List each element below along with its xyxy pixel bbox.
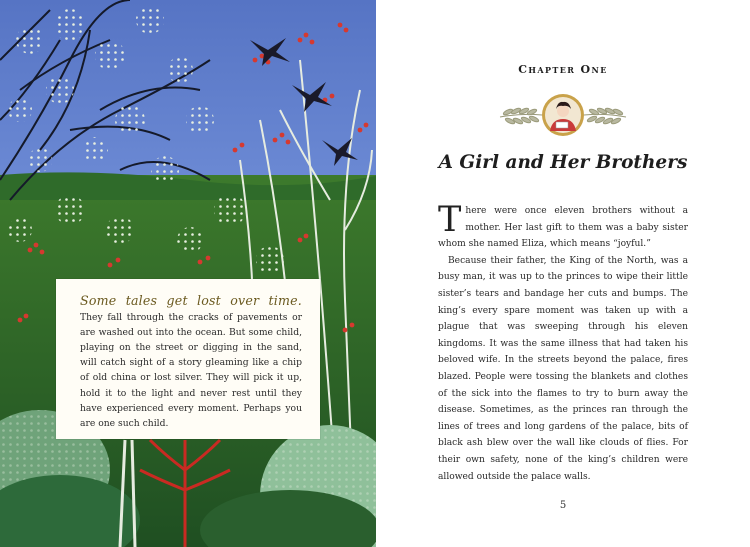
paragraph — [438, 200, 688, 253]
laurel-right-icon — [584, 107, 626, 125]
page-number: 5 — [559, 500, 567, 511]
chapter-body — [438, 200, 688, 485]
caption-lead: Some tales get lost over time. — [80, 293, 302, 308]
caption-box — [56, 279, 320, 439]
drop-cap: T — [438, 200, 462, 240]
chapter-label: Chapter One — [518, 63, 608, 76]
text-page — [376, 0, 750, 547]
portrait-ornament — [496, 91, 630, 139]
caption-text — [80, 293, 302, 431]
caption-body: They fall through the cracks of pavements or are washed out into the ocean. But some child, playing on the street or digging in the sand, will catch sight of a story gleaming like a chip of old china or lost silver. They will pick it up, hold it to the light and never rest until they have experienced every moment. Perhaps you are one such child. — [80, 312, 302, 429]
chapter-title: A Girl and Her Brothers — [438, 152, 688, 173]
paragraph-text: here were once eleven brothers without a mother. Her last gift to them was a baby sister whom she named Eliza, which means “joyful.” — [438, 206, 688, 250]
paragraph: Because their father, the King of the North, was a busy man, it was up to the princes to wipe their little sister’s tears and bandage her cuts and bumps. The king’s every spare moment was taken up with a plague that was sweeping through his eleven kingdoms. It was the same illness that had taken his beloved wife. In the streets beyond the palace, fires blazed. People were tossing the blankets and clothes of the sick into the flames to try to burn away the disease. Sometimes, as the princes ran through the lines of trees and long gardens of the palace, bits of black ash blew over the wall like clouds of flies. For their own safety, none of the king’s children were allowed outside the palace walls. — [438, 255, 688, 482]
girl-portrait-icon — [542, 94, 584, 136]
laurel-left-icon — [500, 107, 542, 125]
